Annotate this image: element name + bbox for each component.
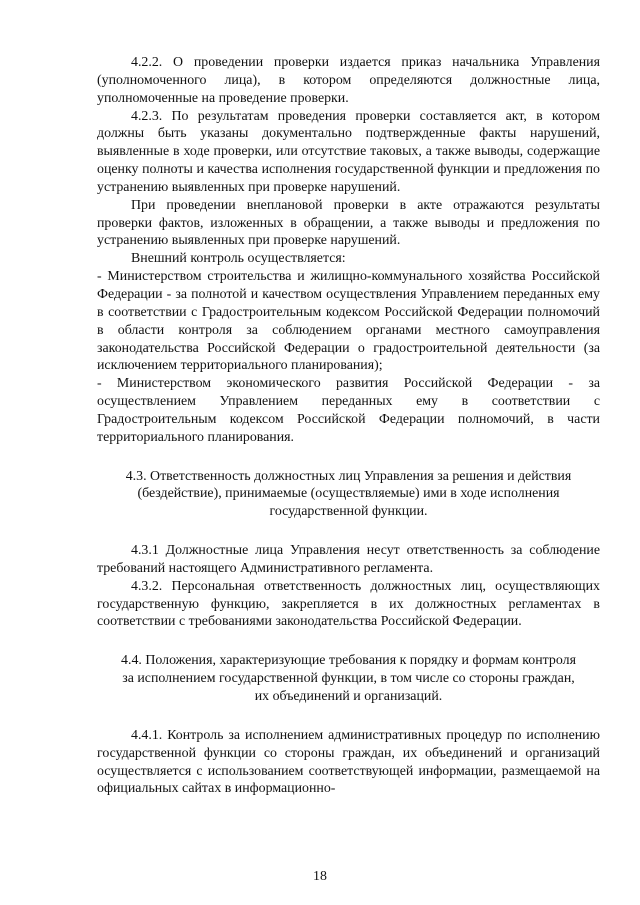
section-heading-4-4: 4.4. Положения, характеризующие требования к порядку и формам контроля за исполнением государственной функции, в том числе со стороны граждан, их объединений и организаций. — [121, 653, 576, 704]
list-item-ministry-economic: - Министерством экономического развития Российской Федерации - за осуществлением Управлением переданных ему в соответствии с Градостроительным кодексом Российской Федерации полномочий, в части территориального планирования. — [97, 376, 600, 445]
paragraph-4-2-3: 4.2.3. По результатам проведения проверки составляется акт, в котором должны быть указаны документально подтвержденные факты нарушений, выявленные в ходе проверки, или отсутствие таковых, а также выводы, содержащие оценку полноты и качества исполнения государственной функции и предложения по устранению выявленных при проверке нарушений. — [97, 108, 600, 195]
paragraph-4-3-1: 4.3.1 Должностные лица Управления несут ответственность за соблюдение требований настоящего Административного регламента. — [97, 543, 600, 576]
paragraph-4-3-2: 4.3.2. Персональная ответственность должностных лиц, осуществляющих государственную функцию, закрепляется в их должностных регламентах в соответствии с требованиями законодательства Российской Федерации. — [97, 578, 600, 630]
list-item-ministry-construction: - Министерством строительства и жилищно-коммунального хозяйства Российской Федерации - за полнотой и качеством осуществления Управлением переданных ему в соответствии с Градостроительным кодексом Российской Федерации полномочий в области контроля за соблюдением органами местного самоуправления законодательства Российской Федерации о градостроительной деятельности (за исключением территориального планирования); — [97, 269, 600, 374]
paragraph-unscheduled-inspection: При проведении внеплановой проверки в акте отражаются результаты проверки фактов, изложенных в обращении, а также выводы и предложения по устранению выявленных при проверке нарушений. — [97, 197, 600, 249]
page-number: 18 — [313, 869, 327, 884]
section-heading-4-3: 4.3. Ответственность должностных лиц Управления за решения и действия (бездействие), принимаемые (осуществляемые) ими в ходе исполнения государственной функции. — [125, 468, 572, 520]
paragraph-external-control: Внешний контроль осуществляется: — [131, 251, 346, 267]
paragraph-4-4-1: 4.4.1. Контроль за исполнением административных процедур по исполнению государственной функции со стороны граждан, их объединений и организаций осуществляется с использованием соответствующей информации, размещаемой на официальных сайтах в информационно- — [97, 727, 600, 797]
paragraph-4-2-2: 4.2.2. О проведении проверки издается приказ начальника Управления (уполномоченного лица), в котором определяются должностные лица, уполномоченные на проведение проверки. — [97, 55, 600, 106]
